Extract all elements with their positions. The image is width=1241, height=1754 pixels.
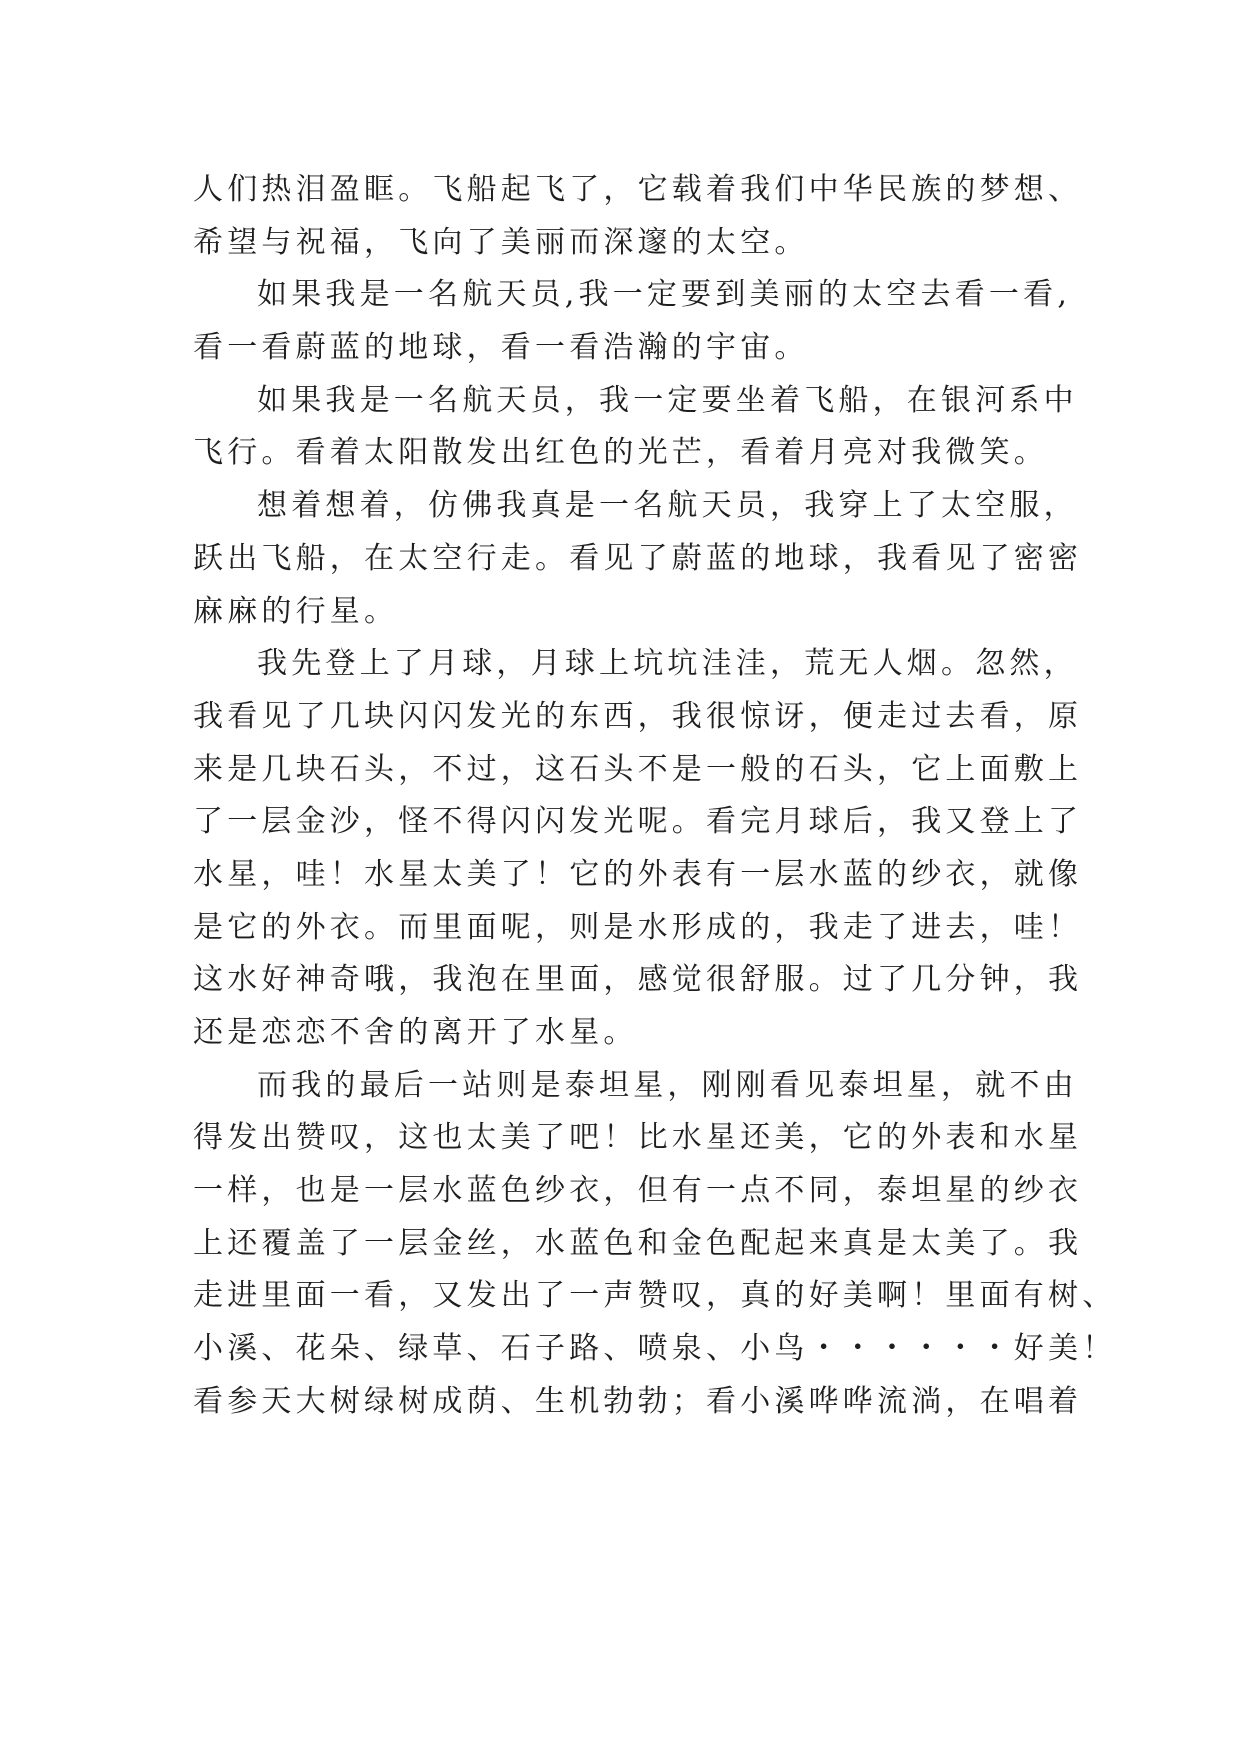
text-line: 如果我是一名航天员，我一定要坐着飞船，在银河系中 bbox=[257, 382, 1078, 418]
text-line: 看参天大树绿树成荫、生机勃勃；看小溪哗哗流淌，在唱着 bbox=[193, 1383, 1083, 1419]
text-line: 而我的最后一站则是泰坦星，刚刚看见泰坦星，就不由 bbox=[257, 1067, 1078, 1103]
text-line: 飞行。看着太阳散发出红色的光芒，看着月亮对我微笑。 bbox=[193, 435, 1048, 471]
text-line: 水星，哇！水星太美了！它的外表有一层水蓝的纱衣，就像 bbox=[193, 856, 1083, 892]
text-line: 看一看蔚蓝的地球，看一看浩瀚的宇宙。 bbox=[193, 330, 809, 366]
text-line: 还是恋恋不舍的离开了水星。 bbox=[193, 1015, 638, 1050]
text-line: 希望与祝福，飞向了美丽而深邃的太空。 bbox=[193, 224, 809, 260]
text-line: 走进里面一看，又发出了一声赞叹，真的好美啊！里面有树、 bbox=[193, 1278, 1117, 1314]
document-body bbox=[193, 164, 1117, 1429]
text-line: 是它的外衣。而里面呢，则是水形成的，我走了进去，哇！ bbox=[193, 909, 1083, 945]
text-line: 如果我是一名航天员,我一定要到美丽的太空去看一看, bbox=[257, 277, 1072, 313]
text-line: 这水好神奇哦，我泡在里面，感觉很舒服。过了几分钟，我 bbox=[193, 962, 1083, 998]
text-line: 得发出赞叹，这也太美了吧！比水星还美，它的外表和水星 bbox=[193, 1120, 1083, 1156]
text-line: 小溪、花朵、绿草、石子路、喷泉、小鸟・・・・・・好美！ bbox=[193, 1331, 1117, 1367]
text-line: 我看见了几块闪闪发光的东西，我很惊讶，便走过去看，原 bbox=[193, 698, 1083, 734]
text-line: 麻麻的行星。 bbox=[193, 593, 399, 629]
text-line: 人们热泪盈眶。飞船起飞了，它载着我们中华民族的梦想、 bbox=[193, 172, 1083, 207]
text-line: 了一层金沙，怪不得闪闪发光呢。看完月球后，我又登上了 bbox=[193, 804, 1083, 840]
text-line: 跃出飞船，在太空行走。看见了蔚蓝的地球，我看见了密密 bbox=[193, 540, 1083, 576]
text-line: 来是几块石头，不过，这石头不是一般的石头，它上面敷上 bbox=[193, 751, 1083, 787]
text-line: 我先登上了月球，月球上坑坑洼洼，荒无人烟。忽然， bbox=[257, 646, 1078, 682]
text-line: 想着想着，仿佛我真是一名航天员，我穿上了太空服， bbox=[257, 488, 1078, 524]
text-line: 上还覆盖了一层金丝，水蓝色和金色配起来真是太美了。我 bbox=[193, 1225, 1083, 1261]
text-line: 一样，也是一层水蓝色纱衣，但有一点不同，泰坦星的纱衣 bbox=[193, 1173, 1083, 1209]
